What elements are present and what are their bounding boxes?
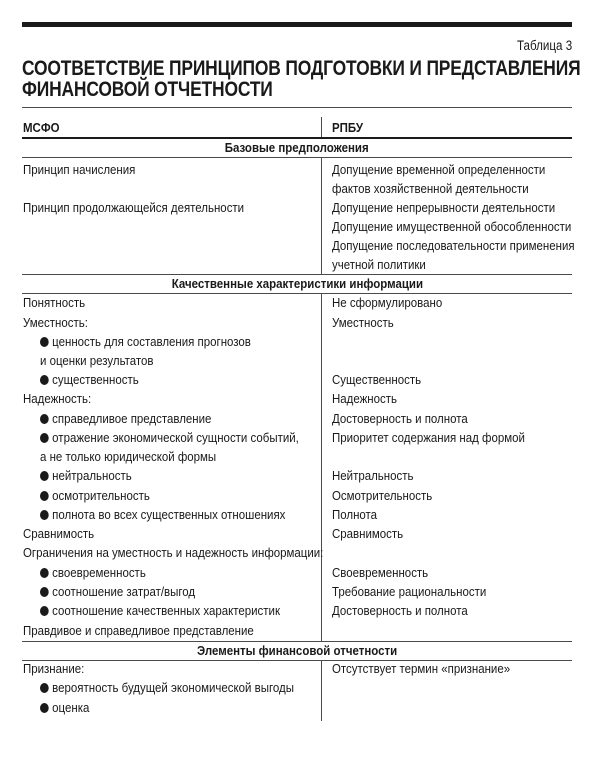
table-cell-right: Допущение временной определенности [332,162,546,177]
bullet-icon [40,703,49,713]
bullet-item: вероятность будущей экономической выгоды [40,678,294,697]
bullet-icon [40,433,49,443]
table-cell-left: Правдивое и справедливое представление [23,623,254,638]
bullet-icon [40,414,49,424]
bullet-item: отражение экономической сущности событий, [40,428,299,447]
top-bar [22,22,572,27]
table-cell-left: Принцип продолжающейся деятельности [23,200,245,215]
table-cell-right: фактов хозяйственной деятельности [332,181,529,196]
column-header-ifrs: МСФО [23,120,60,135]
table-cell-left: Понятность [23,295,86,310]
bullet-item: нейтральность [40,466,132,485]
table-cell-left: Принцип начисления [23,162,136,177]
table-cell-right: Приоритет содержания над формой [332,430,525,445]
table-cell-left: Ограничения на уместность и надежность информации: [23,545,324,560]
bullet-item: осмотрительность [40,486,150,505]
title-line-2: ФИНАНСОВОЙ ОТЧЕТНОСТИ [22,78,273,101]
divider [22,293,572,294]
table-cell-right: Надежность [332,391,397,406]
table-cell-right: Допущение последовательности применения [332,238,575,253]
column-separator [321,158,322,274]
table-cell-right: Сравнимость [332,526,404,541]
table-cell-right: Допущение непрерывности деятельности [332,200,556,215]
table-cell-left: Уместность: [23,315,88,330]
bullet-icon [40,587,49,597]
column-header-ras: РПБУ [332,120,364,135]
table-cell-right: Полнота [332,507,378,522]
table-cell-right: Достоверность и полнота [332,603,468,618]
bullet-icon [40,471,49,481]
table-cell-right: Достоверность и полнота [332,411,468,426]
bullet-item: существенность [40,370,139,389]
title-line-1: СООТВЕТСТВИЕ ПРИНЦИПОВ ПОДГОТОВКИ И ПРЕДСТАВЛЕНИЯ [22,57,581,80]
bullet-icon [40,606,49,616]
table-number: Таблица 3 [516,38,572,53]
section-basic-assumptions: Базовые предположения [225,140,369,155]
table-cell-right: Отсутствует термин «признание» [332,661,511,676]
bullet-icon [40,375,49,385]
table-cell-left: Сравнимость [23,526,95,541]
table-cell-right: Допущение имущественной обособленности [332,219,572,234]
bullet-item: ценность для составления прогнозов [40,332,251,351]
bullet-icon [40,491,49,501]
table-cell-right: Существенность [332,372,422,387]
bullet-item: своевременность [40,563,146,582]
bullet-icon [40,568,49,578]
column-separator [321,661,322,721]
column-separator [321,294,322,641]
table-cell-right: учетной политики [332,257,426,272]
bullet-item: оценка [40,698,89,717]
table-cell-left: а не только юридической формы [40,449,217,464]
bullet-item: соотношение затрат/выгод [40,582,195,601]
table-cell-right: Не сформулировано [332,295,443,310]
column-separator [321,117,322,137]
table-cell-right: Осмотрительность [332,488,433,503]
bullet-icon [40,337,49,347]
divider [22,107,572,108]
bullet-icon [40,510,49,520]
divider [22,157,572,158]
bullet-item: соотношение качественных характеристик [40,601,280,620]
table-cell-left: Надежность: [23,391,92,406]
table-cell-right: Требование рациональности [332,584,487,599]
table-title [22,57,581,101]
section-statement-elements: Элементы финансовой отчетности [196,643,398,658]
table-cell-left: Признание: [23,661,85,676]
section-qualitative-characteristics: Качественные характеристики информации [171,276,423,291]
bullet-item: полнота во всех существенных отношениях [40,505,285,524]
bullet-item: справедливое представление [40,409,211,428]
table-cell-right: Уместность [332,315,394,330]
table-cell-right: Нейтральность [332,468,414,483]
table-cell-right: Своевременность [332,565,429,580]
bullet-icon [40,683,49,693]
table-cell-left: и оценки результатов [40,353,154,368]
